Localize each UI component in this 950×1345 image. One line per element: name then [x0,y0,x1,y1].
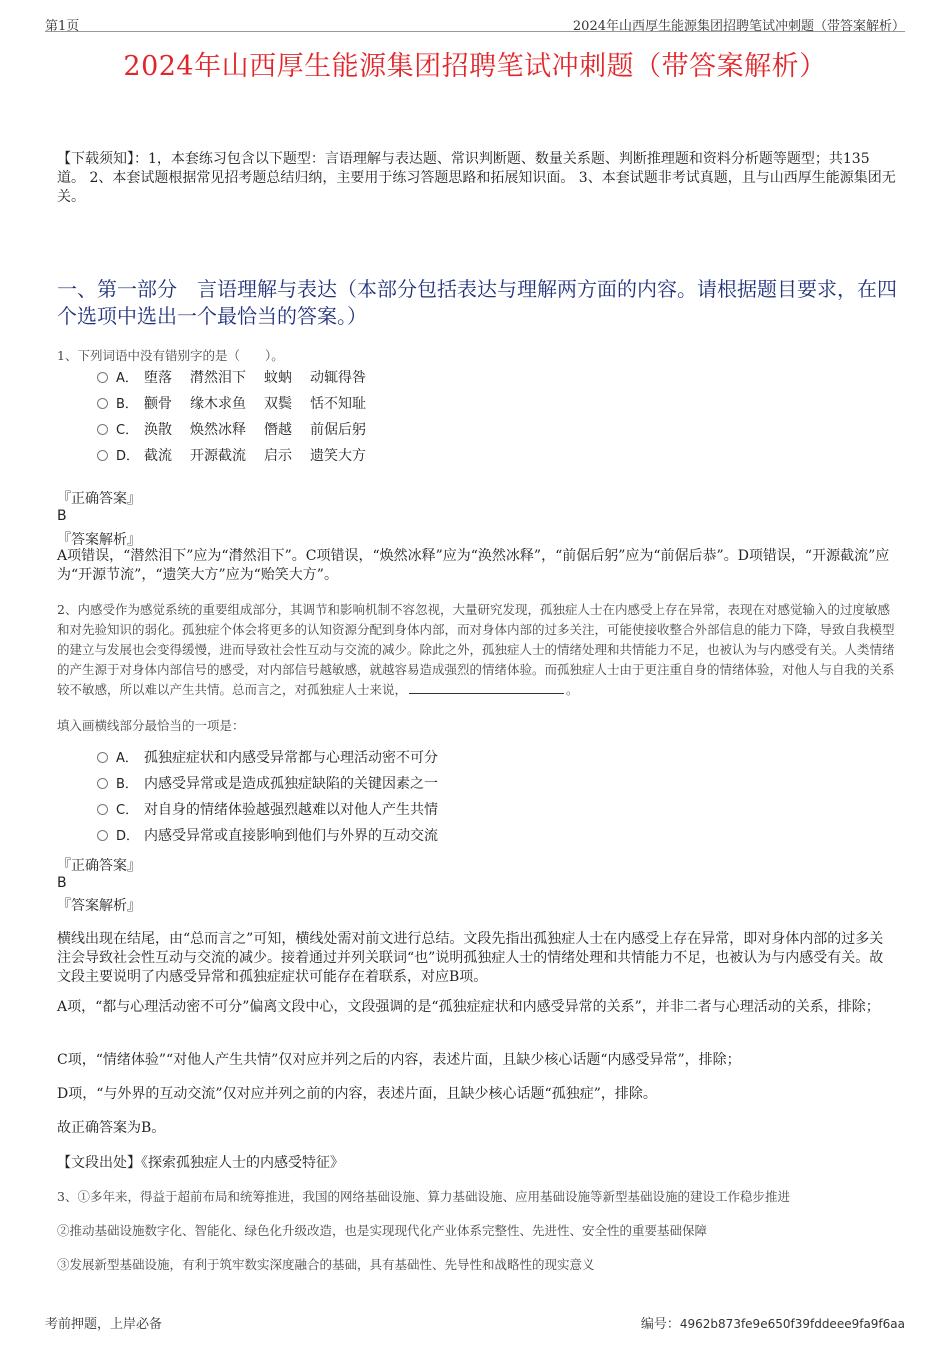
option-a[interactable]: A． 堕落 潸然泪下 蚊蚋 动辄得咎 [97,367,384,389]
footer-slogan: 考前押题，上岸必备 [45,1317,163,1332]
radio-icon[interactable] [97,830,108,841]
question-3-line: ③发展新型基础设施，有利于筑牢数实深度融合的基础，具有基础性、先导性和战略性的现实意义 [57,1257,595,1272]
answer-label: 『正确答案』 [57,858,141,874]
radio-icon[interactable] [97,778,108,789]
answer-label: 『正确答案』 [57,491,141,507]
analysis-label: 『答案解析』 [57,898,141,914]
question-2-prompt: 填入画横线部分最恰当的一项是： [57,718,245,733]
download-notice: 【下载须知】：1，本套练习包含以下题型：言语理解与表达题、常识判断题、数量关系题、判断推理题和资料分析题等题型；共135道。 2、本套试题根据常见招考题总结归纳，主要用于练习答题思路和拓展知识面。 3、本套试题非考试真题，且与山西厚生能源集团无关。 [57,151,896,205]
analysis-paragraph: A项，“都与心理活动密不可分”偏离文段中心，文段强调的是“孤独症症状和内感受异常的关系”，并非二者与心理活动的关系，排除； [57,999,880,1015]
option-d[interactable]: D． 内感受异常或直接影响到他们与外界的互动交流 [97,825,438,847]
header-divider [45,31,905,32]
option-c[interactable]: C． 对自身的情绪体验越强烈越难以对他人产生共情 [97,799,438,821]
answer-value: B [57,508,67,524]
question-1-options [97,367,384,467]
radio-icon[interactable] [97,450,108,461]
option-b[interactable]: B． 颧骨 缘木求鱼 双鬓 恬不知耻 [97,393,384,415]
analysis-paragraph: C项，“情绪体验”“对他人产生共情”仅对应并列之后的内容，表述片面，且缺少核心话题“内感受异常”，排除； [57,1052,741,1068]
document-title: 2024年山西厚生能源集团招聘笔试冲刺题（带答案解析） [123,51,827,82]
question-3-line: 3、①多年来，得益于超前布局和统筹推进，我国的网络基础设施、算力基础设施、应用基础设施等新型基础设施的建设工作稳步推进 [57,1189,790,1204]
running-title: 2024年山西厚生能源集团招聘笔试冲刺题（带答案解析） [572,19,905,34]
option-a[interactable]: A． 孤独症症状和内感受异常都与心理活动密不可分 [97,747,438,769]
source-citation: 【文段出处】《探索孤独症人士的内感受特征》 [57,1155,344,1171]
option-d[interactable]: D． 截流 开源截流 启示 遗笑大方 [97,445,384,467]
document-id: 编号：4962b873fe9e650f39fddeee9fa9f6aa [640,1317,905,1332]
radio-icon[interactable] [97,398,108,409]
radio-icon[interactable] [97,752,108,763]
radio-icon[interactable] [97,372,108,383]
option-b[interactable]: B． 内感受异常或是造成孤独症缺陷的关键因素之一 [97,773,438,795]
analysis-paragraph: 横线出现在结尾，由“总而言之”可知，横线处需对前文进行总结。文段先指出孤独症人士在内感受上存在异常，即对身体内部的过多关注会导致社会性互动与交流的减少。接着通过并列关联词“也”说明孤独症人士的情绪处理和共情能力不足，也被认为与内感受有关。故文段主要说明了内感受异常和孤独症症状可能存在着联系，对应B项。 [57,931,884,985]
analysis-paragraph: D项，“与外界的互动交流”仅对应并列之前的内容，表述片面，且缺少核心话题“孤独症”，排除。 [57,1086,657,1102]
analysis-label: 『答案解析』 [57,532,141,548]
answer-blank [409,681,564,694]
option-c[interactable]: C． 涣散 焕然冰释 僭越 前倨后躬 [97,419,384,441]
answer-value: B [57,875,67,891]
analysis-paragraph: 故正确答案为B。 [57,1120,166,1136]
question-2-stem: 2、内感受作为感觉系统的重要组成部分，其调节和影响机制不容忽视，大量研究发现，孤独症人士在内感受上存在异常，表现在对感觉输入的过度敏感和对先验知识的弱化。孤独症个体会将更多的认知资源分配到身体内部，而对身体内部的过多关注，可能使接收整合外部信息的能力下降，导致自我模型的建立与发展也会变得缓慢，进而导致社会性互动与交流的减少。除此之外，孤独症人士的情绪处理和共情能力不足，也被认为与内感受有关。人类情绪的产生源于对身体内部信号的感受，对内部信号越敏感，就越容易造成强烈的情绪体验。而孤独症人士由于更注重自身的情绪体验，对他人与自我的关系较不敏感，所以难以产生共情。总而言之，对孤独症人士来说， 。 [57,602,895,697]
question-3-line: ②推动基础设施数字化、智能化、绿色化升级改造，也是实现现代化产业体系完整性、先进性、安全性的重要基础保障 [57,1223,708,1238]
question-2-options [97,747,438,847]
page-number: 第1页 [45,19,80,34]
analysis-text: A项错误，“潜然泪下”应为“潸然泪下”。C项错误，“焕然冰释”应为“涣然冰释”，“前倨后躬”应为“前倨后恭”。D项错误，“开源截流”应为“开源节流”，“遗笑大方”应为“贻笑大方”。 [57,548,890,583]
radio-icon[interactable] [97,424,108,435]
radio-icon[interactable] [97,804,108,815]
section-heading: 一、第一部分 言语理解与表达（本部分包括表达与理解两方面的内容。请根据题目要求，在四个选项中选出一个最恰当的答案。） [57,277,897,328]
question-1-stem: 1、下列词语中没有错别字的是（ ）。 [57,348,284,363]
